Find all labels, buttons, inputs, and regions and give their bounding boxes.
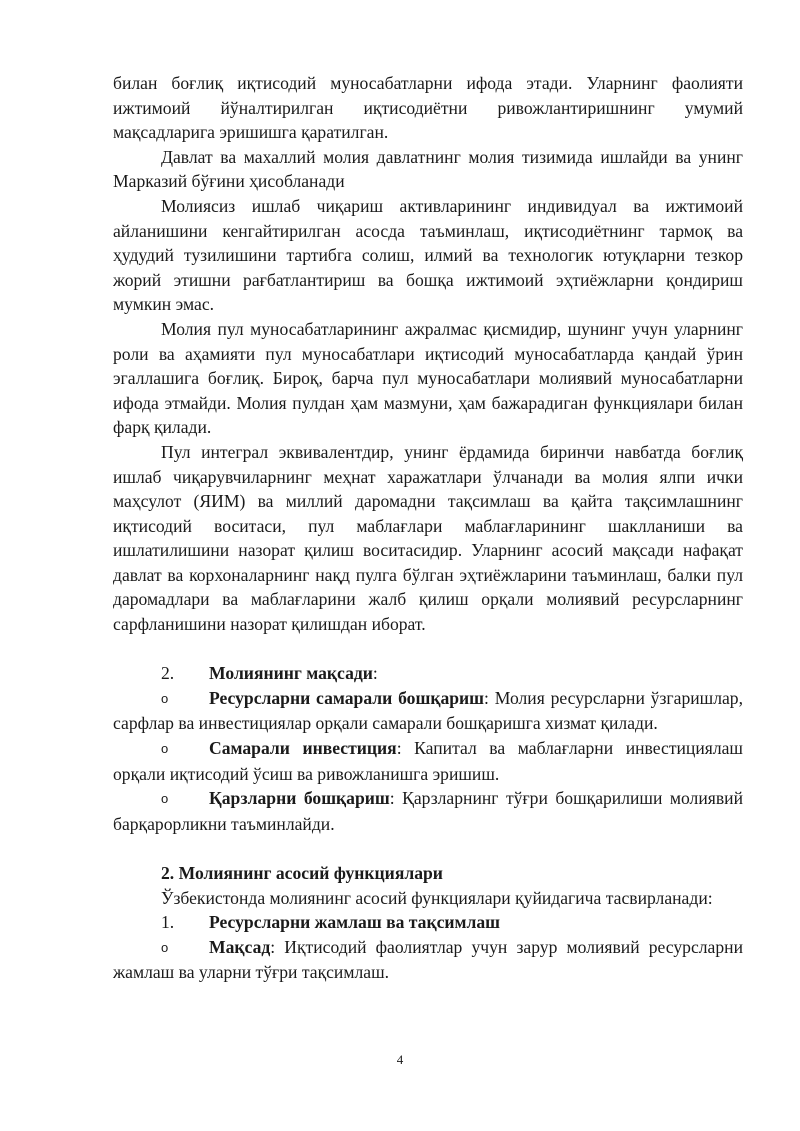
- paragraph: Пул интеграл эквивалентдир, унинг ёрдамида биринчи навбатда боғлиқ ишлаб чиқарувчиларнинг меҳнат харажатлари ўлчанади ва молия ялпи ички маҳсулот (ЯИМ) ва миллий даромадни тақсимлаш ва қайта тақсимлашнинг иқтисодий воситаси, пул маблағлари маблағларининг шаклланиши ва ишлатилишини назорат қилиш воситасидир. Уларнинг асосий мақсади нафақат давлат ва корхоналарнинг нақд пулга бўлган эҳтиёжларини таъминлаш, балки пул даромадлари ва маблағларини жалб қилиш орқали молиявий ресурсларнинг сарфланишини назорат қилишдан иборат.: [113, 441, 743, 635]
- item-title: Ресурсларни жамлаш ва тақсимлаш: [209, 912, 501, 933]
- bullet-icon: o: [161, 690, 169, 706]
- spacer: [113, 637, 743, 662]
- list-item: [113, 935, 743, 985]
- bullet-text: : Молия ресурсларни ўзгаришлар, сарфлар ва инвестициялар орқали самарали бошқаришга хизмат қилади.: [113, 687, 743, 734]
- section-intro: Ўзбекистонда молиянинг асосий функциялари қуйидагича тасвирланади:: [161, 887, 713, 908]
- paragraph: Молиясиз ишлаб чиқариш активларининг индивидуал ва ижтимоий айланишини кенгайтирилган асосда таъминлаш, иқтисодиётнинг тармоқ ва ҳудудий тузилишини тартибга солиш, илмий ва технологик ютуқларни тезкор жорий этишни рағбатлантириш ва бошқа ижтимоий эҳтиёжларни қондириш мумкин эмас.: [113, 195, 743, 315]
- paragraph: Молия пул муносабатларининг ажралмас қисмидир, шунинг учун уларнинг роли ва аҳамияти пул муносабатлари иқтисодий муносабатларда қандай ўрин эгаллашига боғлиқ. Бироқ, барча пул муносабатлари молиявий муносабатларни ифода этмайди. Молия пулдан ҳам мазмуни, ҳам бажарадиган функциялари билан фарқ қилади.: [113, 318, 743, 438]
- list-item: [113, 786, 743, 836]
- bullet-term: Самарали инвестиция: [209, 738, 397, 759]
- bullet-icon: o: [161, 939, 169, 955]
- spacer: [113, 836, 743, 861]
- section-heading: 2. Молиянинг асосий функциялари: [161, 863, 443, 883]
- bullet-term: Мақсад: [209, 936, 271, 957]
- numbered-item: [113, 910, 743, 935]
- bullet-term: Қарзларни бошқариш: [209, 788, 390, 809]
- document-body: [113, 71, 743, 985]
- bullet-icon: o: [161, 791, 169, 807]
- goals-heading: 2. Молиянинг мақсади:: [113, 661, 743, 686]
- list-item: [113, 736, 743, 786]
- page-number: 4: [396, 1052, 404, 1067]
- bullet-icon: o: [161, 741, 169, 757]
- bullet-text: : Қарзларнинг тўғри бошқарилиши молиявий барқарорликни таъминлайди.: [113, 788, 743, 834]
- paragraph: билан боғлиқ иқтисодий муносабатларни ифода этади. Уларнинг фаолияти ижтимоий йўналтирилган иқтисодиётни ривожлантиришнинг умумий мақсадларига эришишга қаратилган.: [113, 73, 743, 143]
- paragraph: Давлат ва махаллий молия давлатнинг молия тизимида ишлайди ва унинг Марказий бўғини ҳисобланади: [113, 146, 743, 192]
- list-number: 1.: [161, 912, 175, 933]
- list-number: 2.: [161, 663, 175, 684]
- bullet-term: Ресурсларни самарали бошқариш: [209, 687, 485, 708]
- bullet-text: : Иқтисодий фаолиятлар учун зарур молиявий ресурсларни жамлаш ва уларни тўғри тақсимлаш.: [113, 936, 743, 983]
- list-item: [113, 686, 743, 736]
- goals-title: Молиянинг мақсади: [209, 663, 373, 684]
- bullet-text: : Капитал ва маблағларни инвестициялаш орқали иқтисодий ўсиш ва ривожланишга эришиш.: [113, 738, 743, 784]
